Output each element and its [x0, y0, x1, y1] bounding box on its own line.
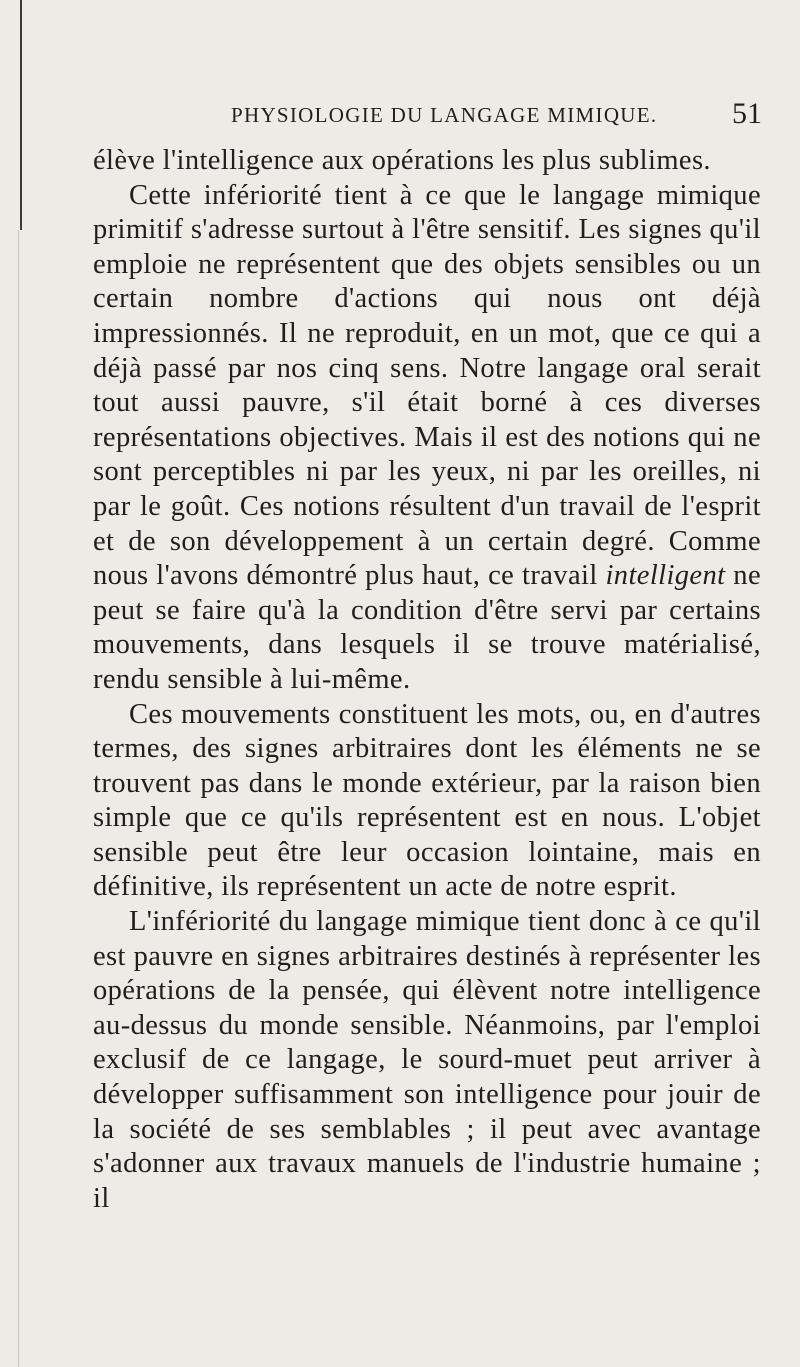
page-number: 51 — [732, 97, 762, 130]
body-text — [93, 144, 761, 1216]
italic-word: intelligent — [605, 560, 726, 592]
running-title: PHYSIOLOGIE DU LANGAGE MIMIQUE. — [231, 103, 658, 127]
paragraph — [93, 179, 761, 698]
paragraph-text-continued: ne peut se faire qu'à la condition d'être servi par certains mouvements, dans lesquels il se trouve matérialisé, rendu sensible à lui-même. — [93, 560, 761, 695]
paragraph-text: Ces mouvements constituent les mots, ou, en d'autres termes, des signes arbitraires dont les éléments ne se trouvent pas dans le monde extérieur, par la raison bien simple que ce qu'ils représentent est en nous. L'objet sensible peut être leur occasion lointaine, mais en définitive, ils représentent un acte de notre esprit. — [93, 698, 761, 903]
page-binding-edge — [20, 0, 22, 230]
paragraph-text: élève l'intelligence aux opérations les plus sublimes. — [93, 145, 711, 176]
paragraph — [93, 144, 761, 179]
paragraph-text: L'infériorité du langage mimique tient donc à ce qu'il est pauvre en signes arbitraires destinés à représenter les opérations de la pensée, qui élèvent notre intelligence au-dessus du monde sensible. Néanmoins, par l'emploi exclusif de ce langage, le sourd-muet peut arriver à développer suffisamment son intelligence pour jouir de la société de ses semblables ; il peut avec avantage s'adonner aux travaux manuels de l'industrie humaine ; il — [93, 906, 761, 1214]
paragraph — [93, 905, 761, 1216]
page-binding-shadow — [18, 230, 19, 1367]
paragraph — [93, 698, 761, 906]
paragraph-text: Cette infériorité tient à ce que le langage mimique primitif s'adresse surtout à l'être sensitif. Les signes qu'il emploie ne représentent que des objets sensibles ou un certain nombre d'actions qui nous ont déjà impressionnés. Il ne reproduit, en un mot, que ce qui a déjà passé par nos cinq sens. Notre langage oral serait tout aussi pauvre, s'il était borné à ces diverses représentations objectives. Mais il est des notions qui ne sont perceptibles ni par les yeux, ni par les oreilles, ni par le goût. Ces notions résultent d'un travail de l'esprit et de son développement à un certain degré. Comme nous l'avons démontré plus haut, ce travail — [93, 179, 761, 592]
page-header — [95, 97, 762, 133]
